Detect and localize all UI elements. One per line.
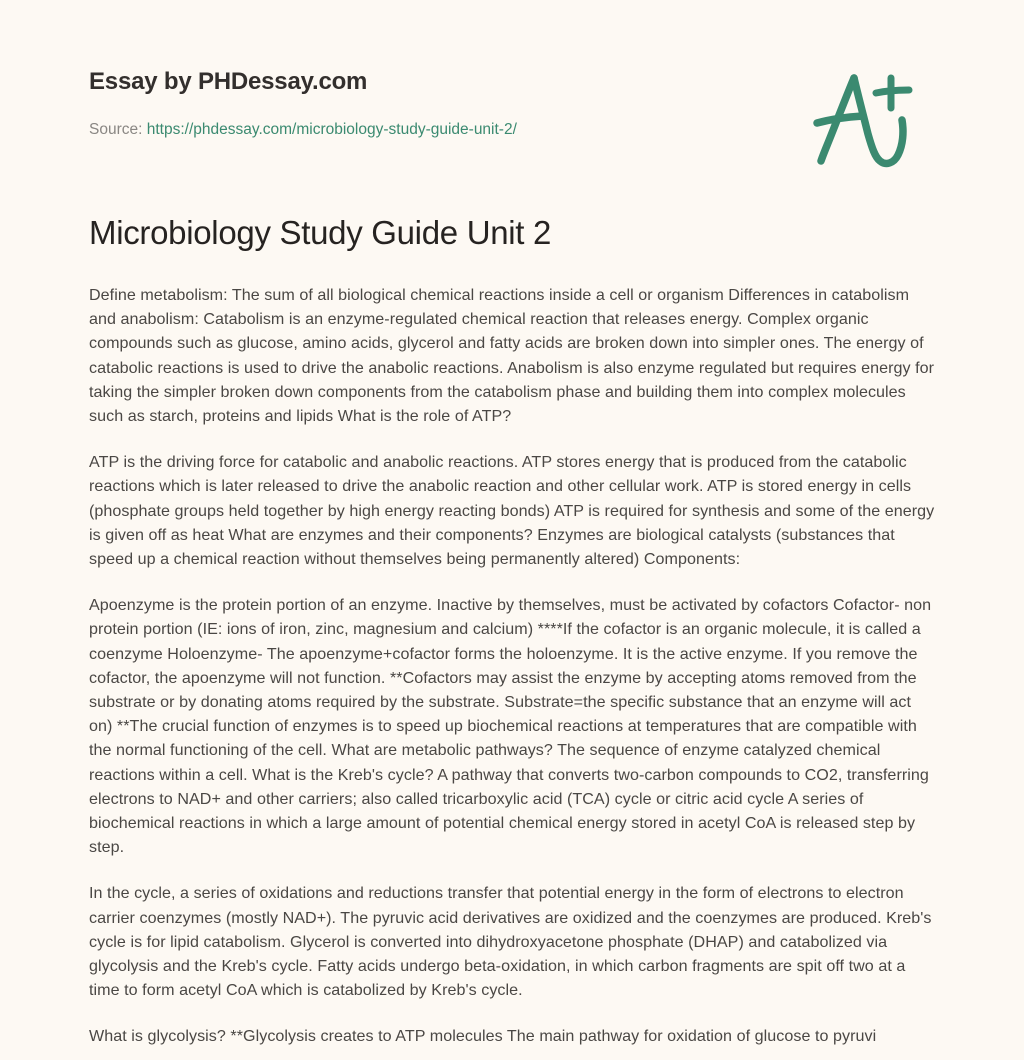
body-paragraph: What is glycolysis? **Glycolysis creates to ATP molecules The main pathway for oxidation of glucose to pyruvi xyxy=(89,1027,877,1046)
source-url-link[interactable]: https://phdessay.com/microbiology-study-guide-unit-2/ xyxy=(146,121,517,138)
a-plus-icon xyxy=(808,62,928,174)
essay-body xyxy=(89,283,937,1049)
page-header xyxy=(0,0,1024,200)
body-paragraph: Apoenzyme is the protein portion of an enzyme. Inactive by themselves, must be activated by cofactors Cofactor- non protein portion (IE: ions of iron, zinc, magnesium and calcium) ****If the cofactor is an organic molecule, it is called a coenzyme Holoenzyme- The apoenzyme+cofactor forms the holoenzyme. It is the active enzyme. If you remove the cofactor, the apoenzyme will not function. **Cofactors may assist the enzyme by accepting atoms removed from the substrate or by donating atoms required by the substrate. Substrate=the specific substance that an enzyme will act on) **The crucial function of enzymes is to speed up biochemical reactions at temperatures that are compatible with the normal functioning of the cell. What are metabolic pathways? The sequence of enzyme catalyzed chemical reactions within a cell. What is the Kreb's cycle? A pathway that converts two-carbon compounds to CO2, transferring electrons to NAD+ and other carriers; also called tricarboxylic acid (TCA) cycle or citric acid cycle A series of biochemical reactions in which a large amount of potential chemical energy stored in acetyl CoA is released step by step. xyxy=(89,596,932,857)
phdessay-a-plus-logo xyxy=(808,62,928,174)
source-line xyxy=(89,121,517,139)
body-paragraph: ATP is the driving force for catabolic and anabolic reactions. ATP stores energy that is produced from the catabolic reactions which is later released to drive the anabolic reaction and other cellular work. ATP is stored energy in cells (phosphate groups held together by high energy reacting bonds) ATP is required for synthesis and some of the energy is given off as heat What are enzymes and their components? Enzymes are biological catalysts (substances that speed up a chemical reaction without themselves being permanently altered) Components: xyxy=(89,453,935,569)
page-title: Microbiology Study Guide Unit 2 xyxy=(89,214,552,251)
body-paragraph: In the cycle, a series of oxidations and reductions transfer that potential energy in the form of electrons to electron carrier coenzymes (mostly NAD+). The pyruvic acid derivatives are oxidized and the coenzymes are produced. Kreb's cycle is for lipid catabolism. Glycerol is converted into dihydroxyacetone phosphate (DHAP) and catabolized via glycolysis and the Kreb's cycle. Fatty acids undergo beta-oxidation, in which carbon fragments are spit off two at a time to form acetyl CoA which is catabolized by Kreb's cycle. xyxy=(89,884,932,1000)
body-paragraph: Define metabolism: The sum of all biological chemical reactions inside a cell or organism Differences in catabolism and anabolism: Catabolism is an enzyme-regulated chemical reaction that releases energy. Complex organic compounds such as glucose, amino acids, glycerol and fatty acids are broken down into simpler ones. The energy of catabolic reactions is used to drive the anabolic reactions. Anabolism is also enzyme regulated but requires energy for taking the simpler broken down components from the catabolism phase and building them into complex molecules such as starch, proteins and lipids What is the role of ATP? xyxy=(89,286,935,426)
brand-title: Essay by PHDessay.com xyxy=(89,68,368,95)
source-label: Source: xyxy=(89,121,143,138)
